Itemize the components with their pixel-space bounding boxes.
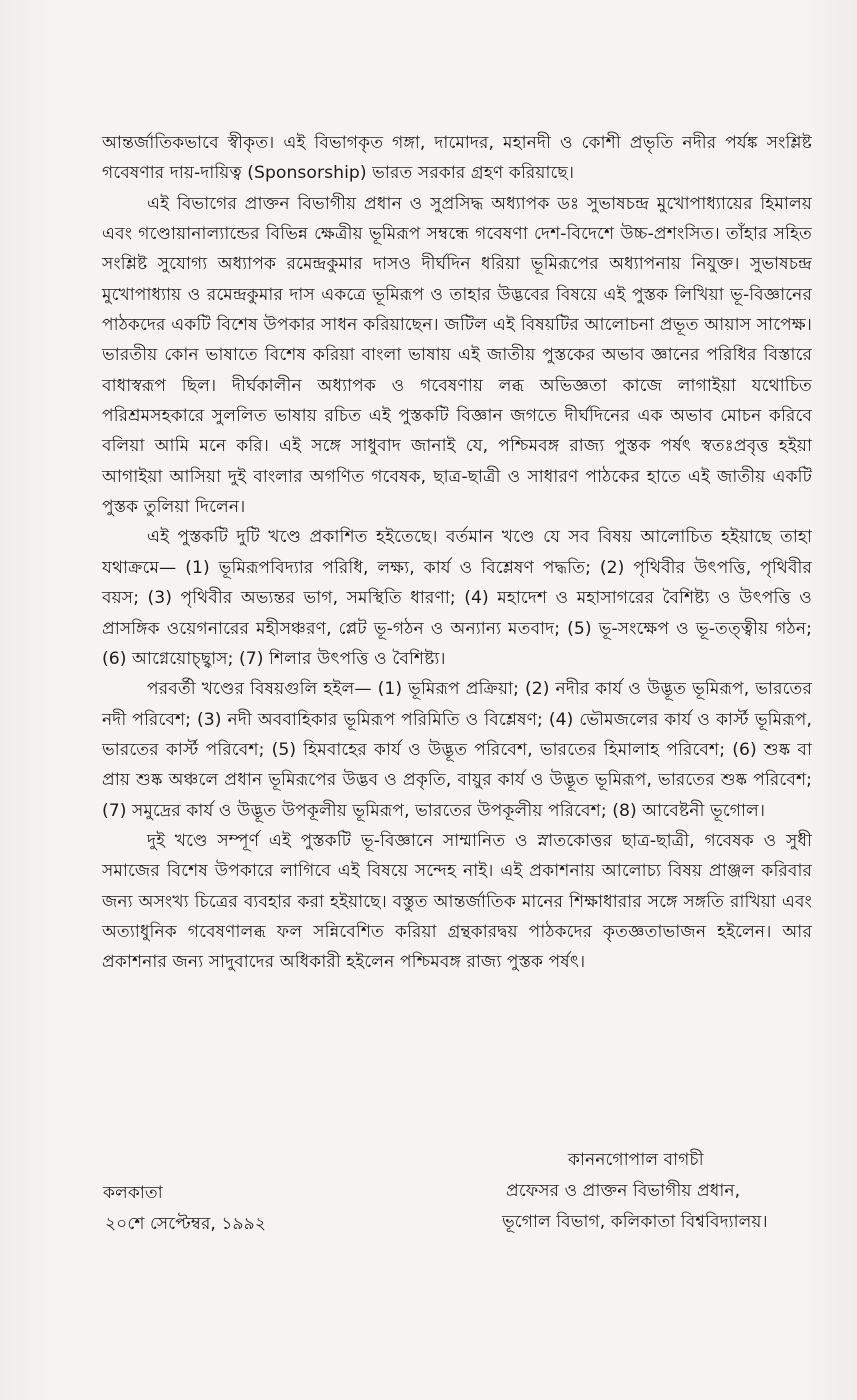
signatory-title: প্রফেসর ও প্রাক্তন বিভাগীয় প্রধান, [506, 1181, 741, 1201]
signatory-department: ভূগোল বিভাগ, কলিকাতা বিশ্ববিদ্যালয়। [502, 1212, 768, 1232]
date: ২০শে সেপ্টেম্বর, ১৯৯২ [105, 1214, 266, 1234]
paragraph-authors: এই বিভাগের প্রাক্তন বিভাগীয় প্রধান ও সুপ্রসিদ্ধ অধ্যাপক ডঃ সুভাষচন্দ্র মুখোপাধ্যায়ের হিমালয় এবং গণ্ডোয়ানাল্যান্ডের বিভিন্ন ক্ষেত্রীয় ভূমিরূপ সম্বন্ধে গবেষণা দেশ-বিদেশে উচ্চ-প্রশংসিত। তাঁহার সহিত সংশ্লিষ্ট সুযোগ্য অধ্যাপক রমেন্দ্রকুমার দাসও দীর্ঘদিন ধরিয়া ভূমিরূপের অধ্যাপনায় নিযুক্ত। সুভাষচন্দ্র মুখোপাধ্যায় ও রমেন্দ্রকুমার দাস একত্রে ভূমিরূপ ও তাহার উদ্ভবের বিষয়ে এই পুস্তক লিখিয়া ভূ-বিজ্ঞানের পাঠকদের একটি বিশেষ উপকার সাধন করিয়াছেন। জটিল এই বিষয়টির আলোচনা প্রভূত আয়াস সাপেক্ষ। ভারতীয় কোন ভাষাতে বিশেষ করিয়া বাংলা ভাষায় এই জাতীয় পুস্তকের অভাব জ্ঞানের পরিধির বিস্তারে বাধাস্বরূপ ছিল। দীর্ঘকালীন অধ্যাপক ও গবেষণায় লব্ধ অভিজ্ঞতা কাজে লাগাইয়া যথোচিত পরিশ্রমসহকারে সুললিত ভাষায় রচিত এই পুস্তকটি বিজ্ঞান জগতে দীর্ঘদিনের এক অভাব মোচন করিবে বলিয়া আমি মনে করি। এই সঙ্গে সাধুবাদ জানাই যে, পশ্চিমবঙ্গ রাজ্য পুস্তক পর্ষৎ স্বতঃপ্রবৃত্ত হইয়া আগাইয়া আসিয়া দুই বাংলার অগণিত গবেষক, ছাত্র-ছাত্রী ও সাধারণ পাঠকের হাতে এই জাতীয় একটি পুস্তক তুলিয়া দিলেন। [102, 193, 812, 518]
paragraph-current-volume: এই পুস্তকটি দুটি খণ্ডে প্রকাশিত হইতেছে। বর্তমান খণ্ডে যে সব বিষয় আলোচিত হইয়াছে তাহা যথাক্রমে— (1) ভূমিরূপবিদ্যার পরিধি, লক্ষ্য, কার্য ও বিশ্লেষণ পদ্ধতি; (2) পৃথিবীর উৎপত্তি, পৃথিবীর বয়স; (3) পৃথিবীর অভ্যন্তর ভাগ, সমস্থিতি ধারণা; (4) মহাদেশ ও মহাসাগরের বৈশিষ্ট্য ও উৎপত্তি ও প্রাসঙ্গিক ওয়েগনারের মহীসঞ্চরণ, প্লেট ভূ-গঠন ও অন্যান্য মতবাদ; (5) ভূ-সংক্ষেপ ও ভূ-তত্ত্বীয় গঠন; (6) আগ্নেয়োচ্ছ্বাস; (7) শিলার উৎপত্তি ও বৈশিষ্ট্য। [102, 527, 812, 669]
signatory-name: কাননগোপাল বাগচী [568, 1150, 704, 1170]
paragraph-next-volume: পরবর্তী খণ্ডের বিষয়গুলি হইল— (1) ভূমিরূপ প্রক্রিয়া; (2) নদীর কার্য ও উদ্ভূত ভূমিরূপ, ভারতের নদী পরিবেশ; (3) নদী অববাহিকার ভূমিরূপ পরিমিতি ও বিশ্লেষণ; (4) ভৌমজলের কার্য ও কার্স্ট ভূমিরূপ, ভারতের কার্স্ট পরিবেশ; (5) হিমবাহের কার্য ও উদ্ভূত পরিবেশ, ভারতের হিমালাহ পরিবেশ; (6) শুষ্ক বা প্রায় শুষ্ক অঞ্চলে প্রধান ভূমিরূপের উদ্ভব ও প্রকৃতি, বায়ুর কার্য ও উদ্ভূত ভূমিরূপ, ভারতের শুষ্ক পরিবেশ; (7) সমুদ্রের কার্য ও উদ্ভূত উপকূলীয় ভূমিরূপ, ভারতের উপকূলীয় পরিবেশ; (8) আবেষ্টনী ভূগোল। [102, 679, 812, 821]
paragraph-continuation: আন্তর্জাতিকভাবে স্বীকৃত। এই বিভাগকৃত গঙ্গা, দামোদর, মহানদী ও কোশী প্রভৃতি নদীর পর্যঙ্ক সংশ্লিষ্ট গবেষণার দায়-দায়িত্ব (Sponsorship) ভারত সরকার গ্রহণ করিয়াছে। [102, 133, 812, 184]
place: কলকাতা [103, 1183, 163, 1203]
foreword-body [102, 128, 812, 978]
paragraph-conclusion: দুই খণ্ডে সম্পূর্ণ এই পুস্তকটি ভূ-বিজ্ঞানে সাম্মানিত ও স্নাতকোত্তর ছাত্র-ছাত্রী, গবেষক ও সুধী সমাজের বিশেষ উপকারে লাগিবে এই বিষয়ে সন্দেহ নাই। এই প্রকাশনায় আলোচ্য বিষয় প্রাঞ্জল করিবার জন্য অসংখ্য চিত্রের ব্যবহার করা হইয়াছে। বস্তুত আন্তর্জাতিক মানের শিক্ষাধারার সঙ্গে সঙ্গতি রাখিয়া এবং অত্যাধুনিক গবেষণালব্ধ ফল সন্নিবেশিত করিয়া গ্রন্থকারদ্বয় পাঠকদের কৃতজ্ঞতাভাজন হইলেন। আর প্রকাশনার জন্য সাদুবাদের অধিকারী হইলেন পশ্চিমবঙ্গ রাজ্য পুস্তক পর্ষৎ। [102, 830, 812, 973]
